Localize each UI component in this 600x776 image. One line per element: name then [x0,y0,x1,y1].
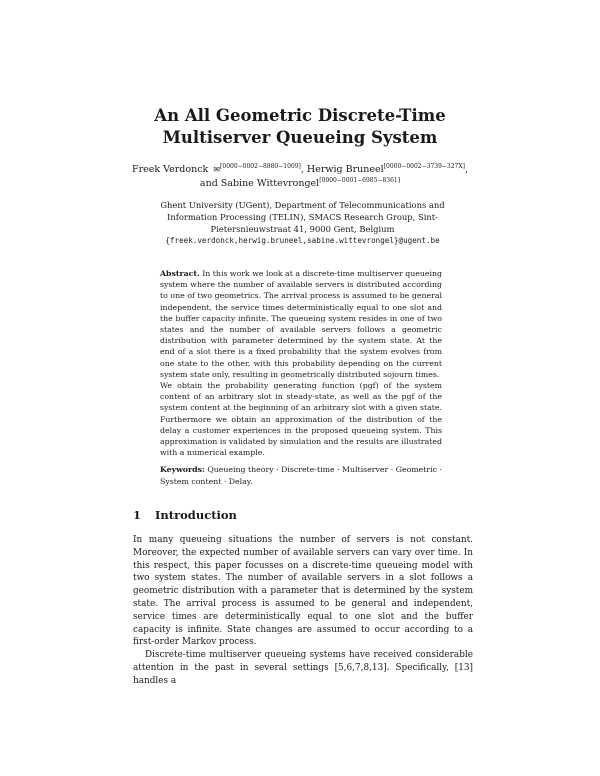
abstract [160,268,442,458]
abstract-paragraph: In this work we look at a discrete-time multiserver queueing system where the number of available servers is distributed according to one of two geometrics. The arrival process is assumed to be general independent, the service times deterministically equal to one slot and the buffer capacity infinite. The queueing system resides in one of two states and the number of available servers follows a geometric distribution with parameter determined by the system state. At the end of a slot there is a fixed probability that the system evolves from one state to the other, with this probability depending on the current system state only, resulting in geometrically distributed sojourn times. [160,269,443,379]
affiliation: Ghent University (UGent), Department of Telecommunications and Information Processing (TELIN), SMACS Research Group, Sint-Pietersnieuwstraat 41, 9000 Gent, Belgium [160,200,445,234]
author-email[interactable]: {freek.verdonck,herwig.bruneel,sabine.wittevrongel}@ugent.be [165,236,440,245]
affiliation-block [145,199,460,247]
paper-title: An All Geometric Discrete-Time Multiserver Queueing System [154,106,446,147]
author-list: Freek Verdonck ✉[0000−0002−8880−1009], Herwig Bruneel[0000−0002−3739−327X], and Sabine Wittevrongel[0000−0001−6985−8361] [131,162,469,189]
keywords-list: Queueing theory · Discrete-time · Multiserver · Geometric · System content · Delay. [160,465,442,486]
abstract-paragraph: We obtain the probability generating function (pgf) of the system content of an arbitrary slot in steady-state, as well as the pgf of the system content at the beginning of an arbitrary slot with a given state. Furthermore we obtain an approximation of the distribution of the delay a customer experiences in the proposed queueing system. This approximation is validated by simulation and the results are illustrated with a numerical example. [160,381,442,458]
body-paragraph: In many queueing situations the number of servers is not constant. Moreover, the expected number of available servers can vary over time. In this respect, this paper focusses on a discrete-time queueing model with two system states. The number of available servers in a slot follows a geometric distribution with a parameter that is determined by the system state. The arrival process is assumed to be general and independent, service times are deterministically equal to one slot and the buffer capacity is infinite. State changes are assumed to occur according to a first-order Markov process. [133,535,473,648]
envelope-icon[interactable]: ✉ [213,165,221,174]
section-title: Introduction [155,508,237,522]
keywords [160,464,442,487]
abstract-label: Abstract. [160,269,200,278]
keywords-label: Keywords: [160,465,205,474]
author-orcid[interactable]: [0000−0002−8880−1009] [220,162,301,170]
author-name: Herwig Bruneel [306,164,384,175]
author-orcid[interactable]: [0000−0002−3739−327X] [383,162,465,170]
body-paragraph: Discrete-time multiserver queueing systems have received considerable attention in the past in several settings [5,6,7,8,13]. Specifically, [13] handles a [133,650,473,686]
introduction-body [133,534,473,688]
author-name: Freek Verdonck [131,164,209,175]
section-number: 1 [133,508,142,522]
author-orcid[interactable]: [0000−0001−6985−8361] [319,176,401,184]
section-heading [133,508,473,522]
author-name: and Sabine Wittevrongel [199,178,320,189]
